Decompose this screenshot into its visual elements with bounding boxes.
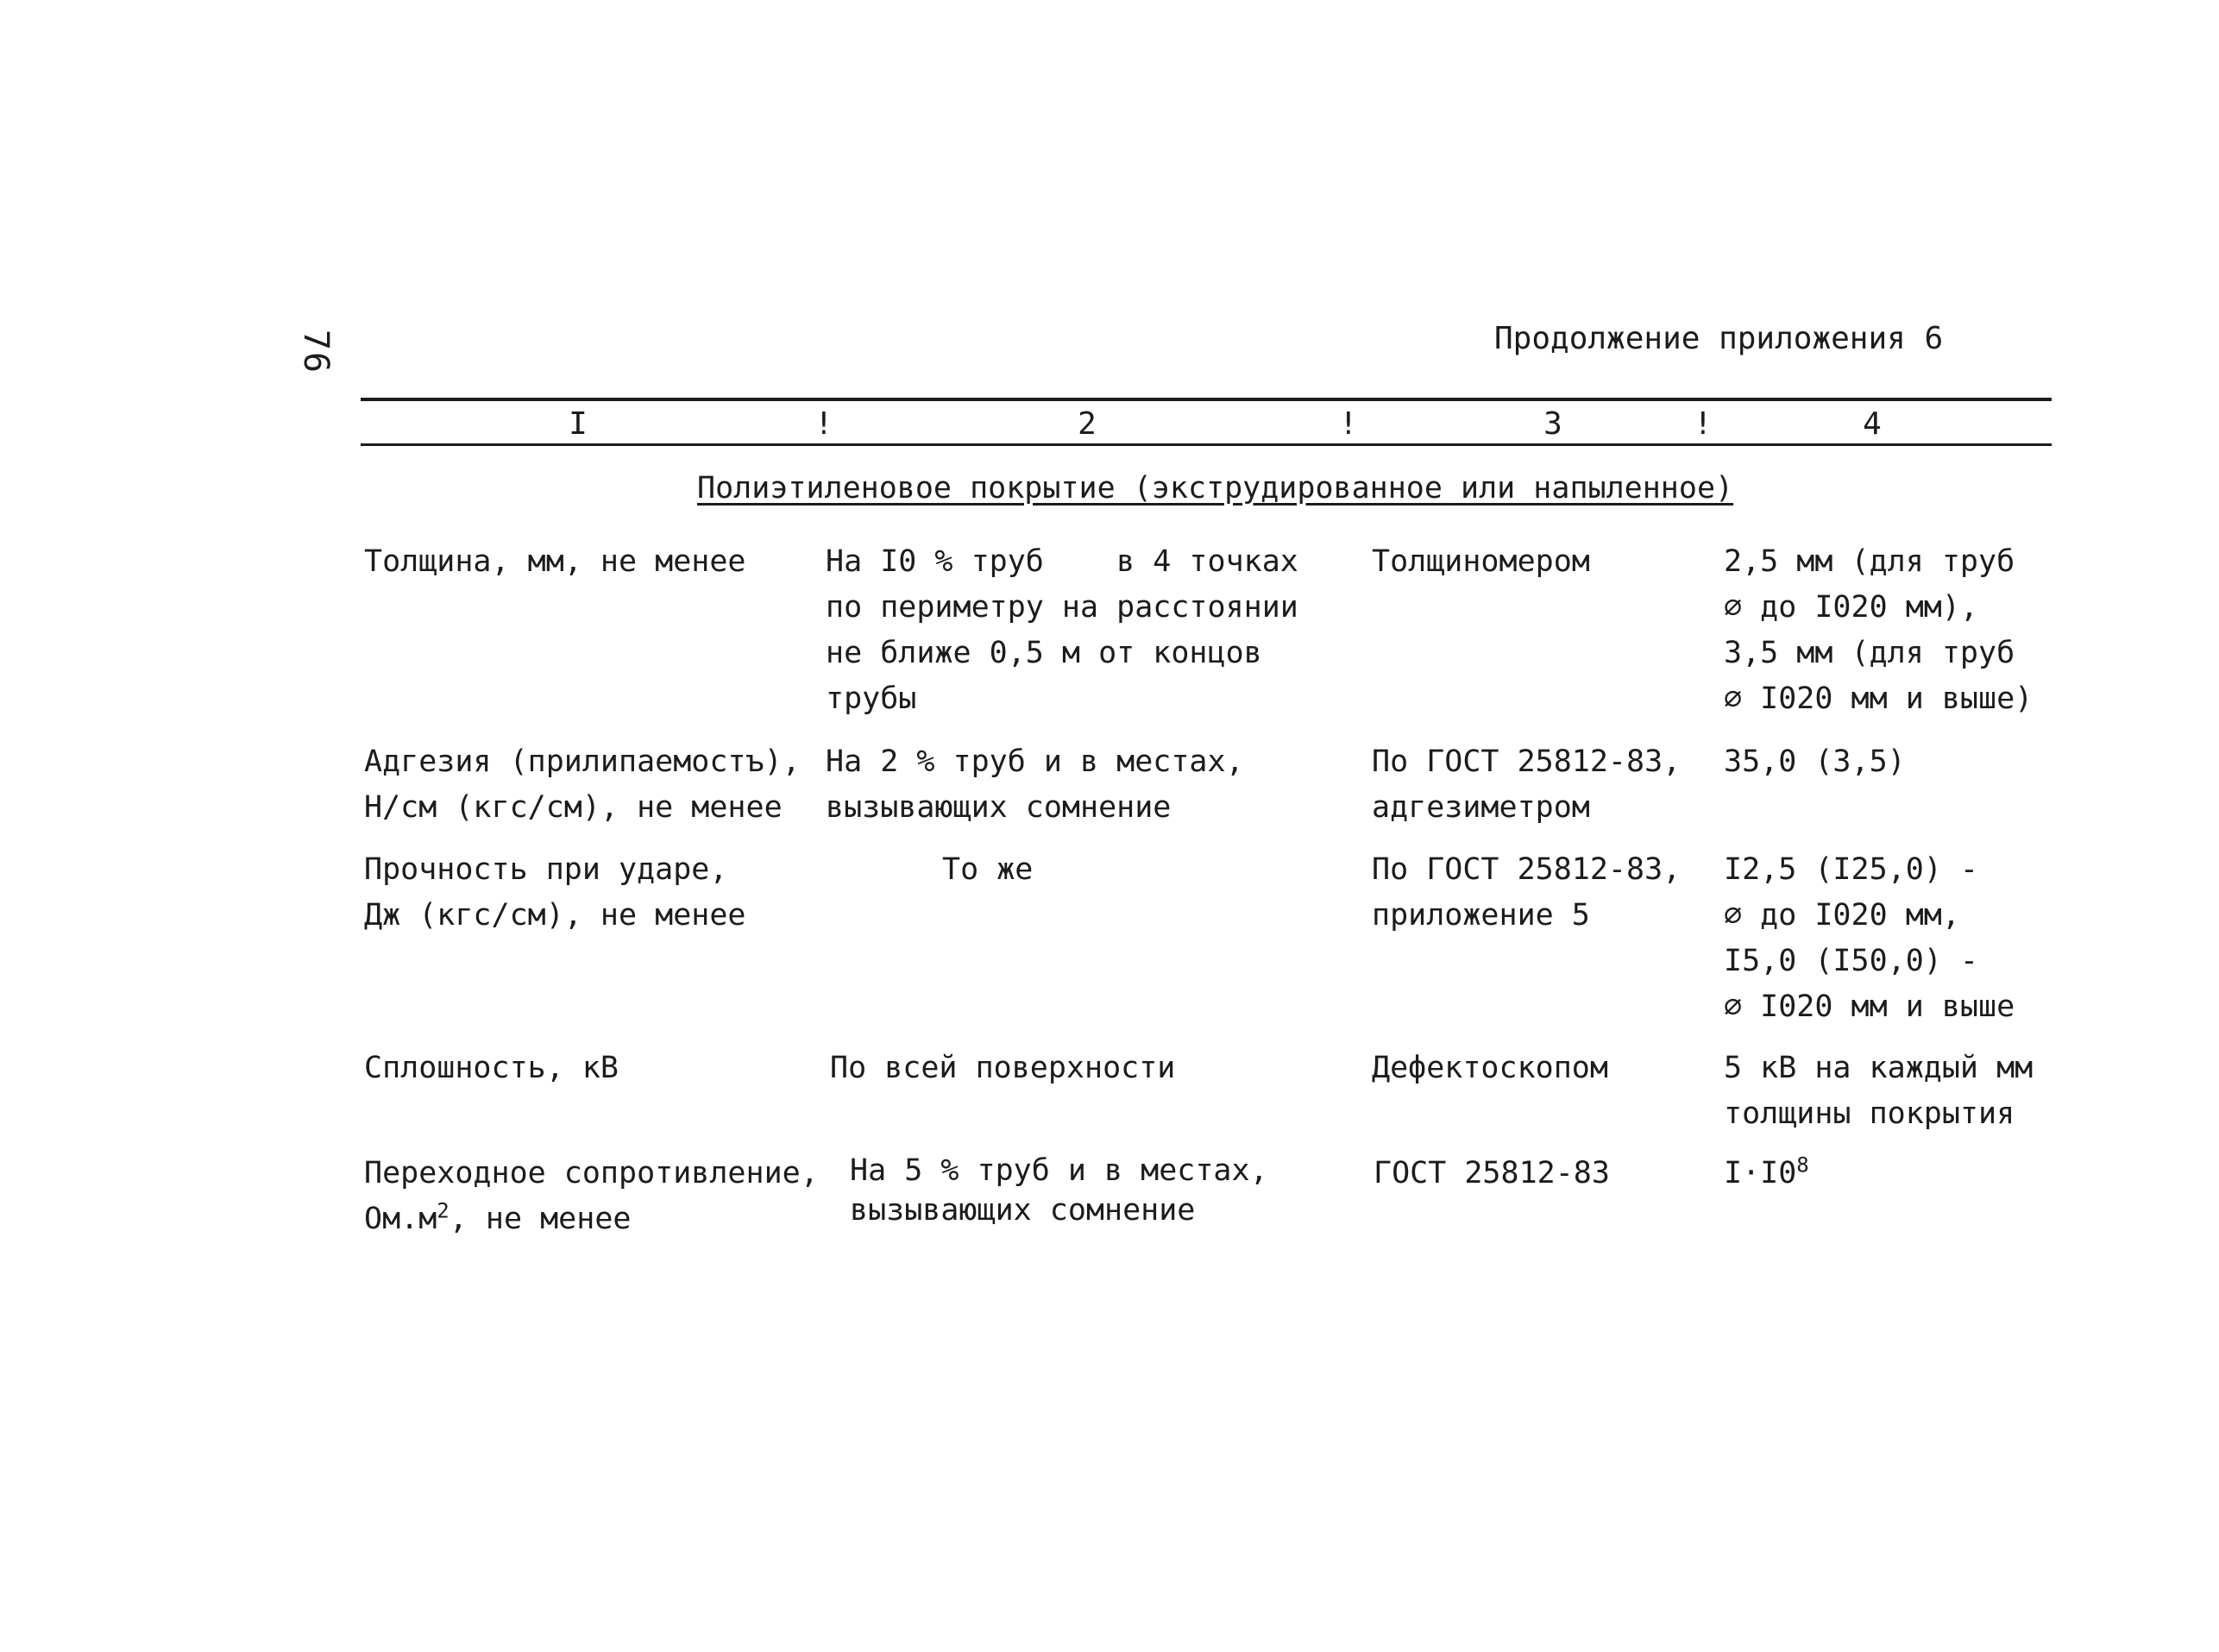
- row5-norm-base: I·I0: [1724, 1156, 1797, 1190]
- row2-norm: 35,0 (3,5): [1724, 744, 1906, 779]
- row3-method: По ГОСТ 25812-83, приложение 5: [1372, 852, 1682, 933]
- row4-scope: По всей поверхности: [830, 1051, 1176, 1085]
- column-number-4: 4: [1863, 406, 1882, 442]
- section-title: Полиэтиленовое покрытие (экструдированное или напыленное): [697, 471, 1734, 506]
- row3-norm: I2,5 (I25,0) - ∅ до I020 мм, I5,0 (I50,0) - ∅ I020 мм и выше: [1724, 852, 2015, 1024]
- row1-scope: На I0 % труб в 4 точках по периметру на расстоянии не ближе 0,5 м от концов трубы: [826, 544, 1298, 716]
- row2-parameter: Адгезия (прилипаемостъ), Н/см (кгс/см), не менее: [364, 744, 801, 825]
- continuation-heading: Продолжение приложения 6: [1494, 321, 1944, 356]
- column-separator: !: [1694, 406, 1713, 442]
- row4-method: Дефектоскопом: [1372, 1051, 1608, 1085]
- row4-norm: 5 кВ на каждый мм толщины покрытия: [1724, 1051, 2034, 1131]
- table-header-rule: [361, 443, 2052, 446]
- column-separator: !: [814, 406, 833, 442]
- column-number-1: I: [569, 406, 588, 442]
- row5-norm: [1724, 1151, 1809, 1197]
- row1-parameter: Толщина, мм, не менее: [364, 544, 746, 579]
- column-number-2: 2: [1078, 406, 1097, 442]
- row2-scope: На 2 % труб и в местах, вызывающих сомнение: [826, 744, 1244, 825]
- table-top-rule: [361, 398, 2052, 401]
- row3-scope: То же: [942, 852, 1034, 887]
- row2-method: По ГОСТ 25812-83, адгезиметром: [1372, 744, 1682, 825]
- column-separator: !: [1339, 406, 1358, 442]
- row5-parameter: [364, 1151, 819, 1242]
- column-number-3: 3: [1543, 406, 1562, 442]
- row5-parameter-unit-exponent: 2: [437, 1198, 449, 1223]
- row5-norm-exponent: 8: [1796, 1153, 1809, 1178]
- row5-scope: На 5 % труб и в местах, вызывающих сомнение: [850, 1153, 1268, 1228]
- row1-norm: 2,5 мм (для труб ∅ до I020 мм), 3,5 мм (для труб ∅ I020 мм и выше): [1724, 544, 2034, 716]
- row5-parameter-unit: Ом.м: [364, 1202, 437, 1236]
- row5-parameter-line1: Переходное сопротивление,: [364, 1156, 819, 1190]
- row4-parameter: Сплошность, кВ: [364, 1051, 619, 1085]
- row1-method: Толщиномером: [1372, 544, 1590, 579]
- row5-method: ГОСТ 25812-83: [1374, 1156, 1610, 1190]
- row5-parameter-suffix: , не менее: [449, 1202, 632, 1236]
- page-number: 76: [296, 329, 336, 375]
- row3-parameter: Прочность при ударе, Дж (кгс/см), не менее: [364, 852, 746, 933]
